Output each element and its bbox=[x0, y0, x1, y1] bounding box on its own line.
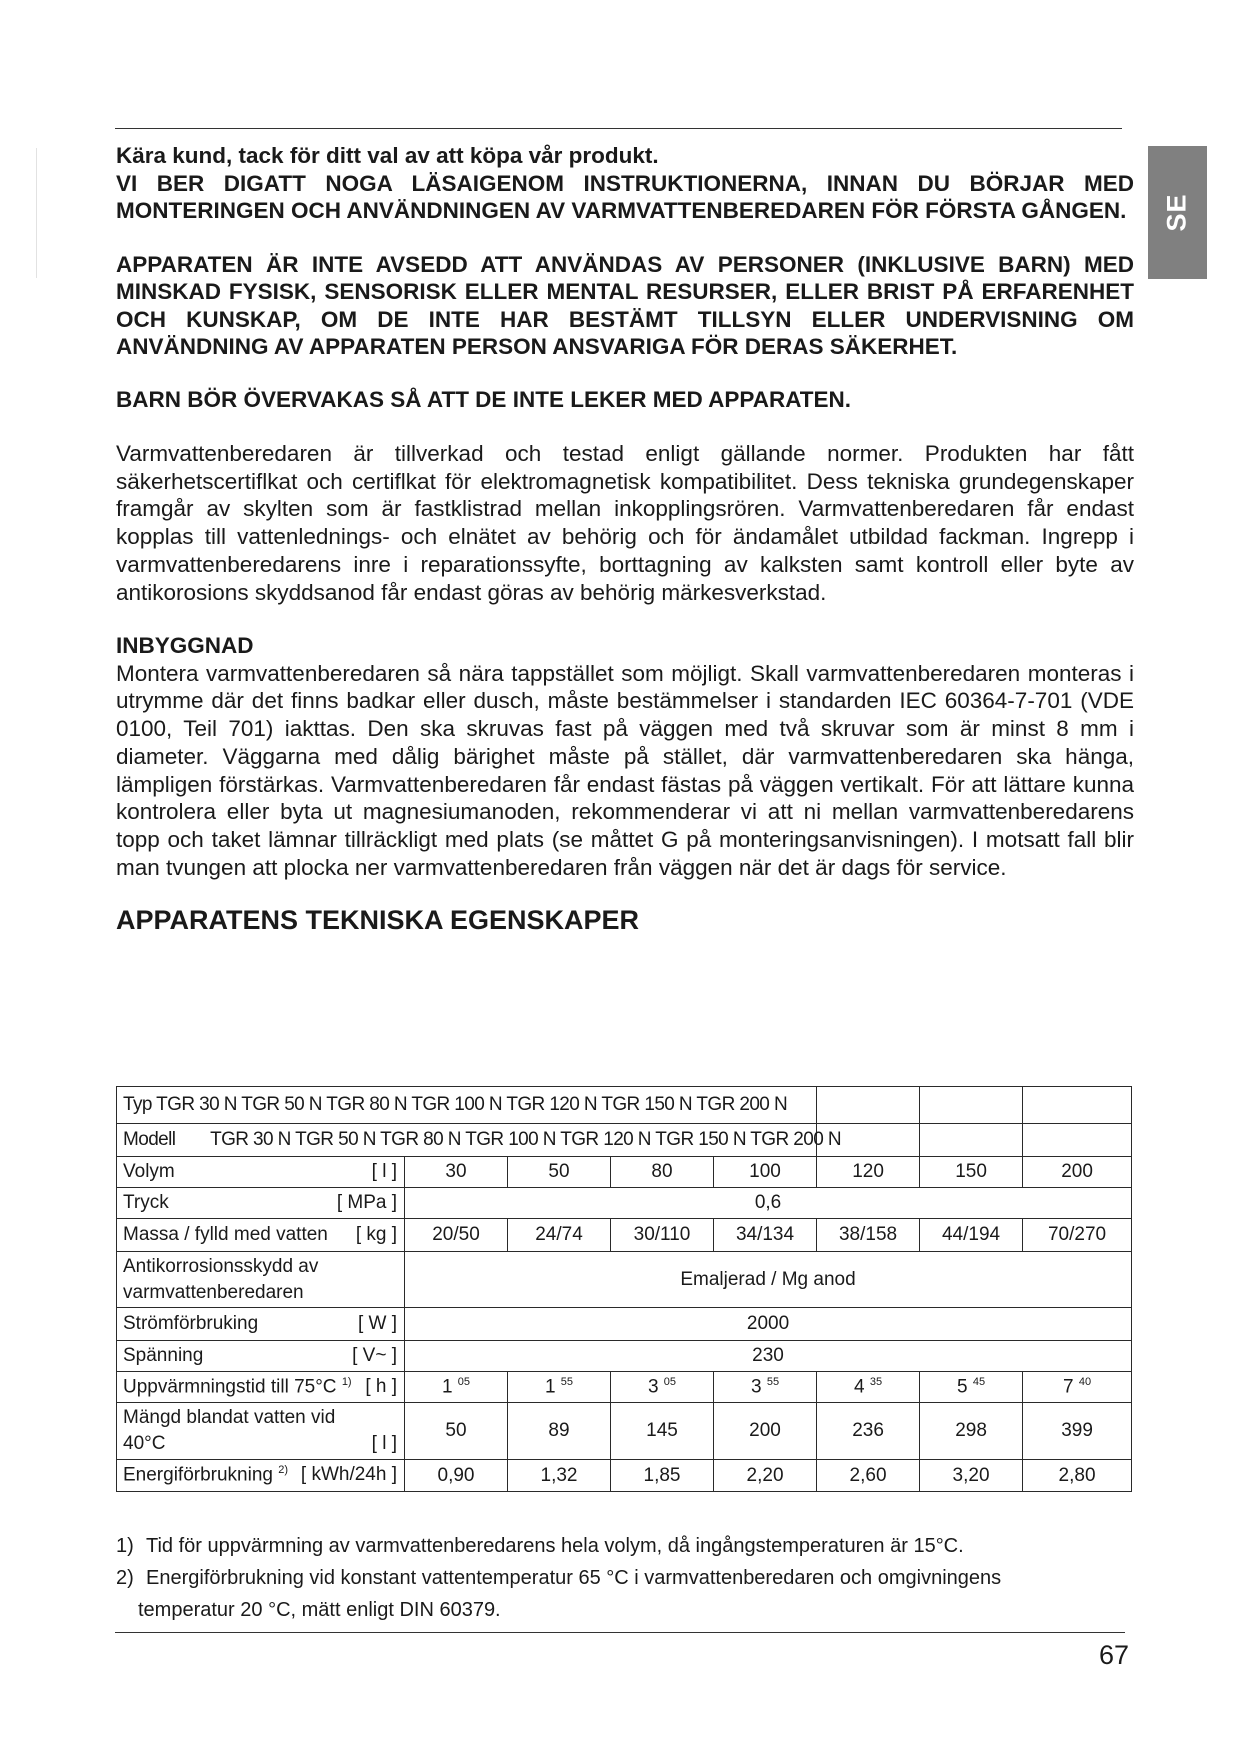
table-cell: 50 bbox=[405, 1403, 508, 1460]
table-cell: 399 bbox=[1023, 1403, 1132, 1460]
table-cell: 120 bbox=[817, 1157, 920, 1188]
table-row bbox=[117, 1403, 1132, 1460]
table-cell: 70/270 bbox=[1023, 1219, 1132, 1252]
table-cell: 24/74 bbox=[508, 1219, 611, 1252]
table-cell: 4 $^{35}$ bbox=[817, 1372, 920, 1403]
row-label: Spänning [ V~ ] bbox=[117, 1341, 405, 1372]
table-cell: 2,20 bbox=[714, 1460, 817, 1492]
table-cell: 34/134 bbox=[714, 1219, 817, 1252]
footnote-1: 1) Tid för uppvärmning av varmvattenberedarens hela volym, då ingångstemperaturen är 15°C. bbox=[116, 1535, 964, 1557]
table-cell: 200 bbox=[714, 1403, 817, 1460]
model-row-cell bbox=[117, 1124, 841, 1157]
table-cell: 30 bbox=[405, 1157, 508, 1188]
language-tab bbox=[1148, 146, 1207, 279]
install-heading: INBYGGNAD bbox=[116, 633, 254, 659]
footnote-2-continued: temperatur 20 °C, mätt enligt DIN 60379. bbox=[138, 1599, 501, 1621]
table-cell: 80 bbox=[611, 1157, 714, 1188]
children-warning: BARN BÖR ÖVERVAKAS SÅ ATT DE INTE LEKER MED APPARATEN. bbox=[116, 386, 852, 412]
table-cell: 2,60 bbox=[817, 1460, 920, 1492]
table-cell: 38/158 bbox=[817, 1219, 920, 1252]
table-cell: 0,90 bbox=[405, 1460, 508, 1492]
table-cell bbox=[920, 1124, 1023, 1157]
row-label: Massa / fylld med vatten [ kg ] bbox=[117, 1219, 405, 1252]
table-cell: 230 bbox=[405, 1341, 1132, 1372]
row-label: Antikorrosionsskydd av varmvattenberedaren bbox=[117, 1252, 405, 1308]
table-row bbox=[117, 1252, 1132, 1308]
table-cell: 3 $^{55}$ bbox=[714, 1372, 817, 1403]
table-cell: 1,85 bbox=[611, 1460, 714, 1492]
tech-heading: APPARATENS TEKNISKA EGENSKAPER bbox=[116, 905, 640, 936]
safety-warning: APPARATEN ÄR INTE AVSEDD ATT ANVÄNDAS AV PERSONER (INKLUSIVE BARN) MED MINSKAD FYSISK, SENSORISK ELLER MENTAL RESURSER, ELLER BRIST PÅ ERFARENHET OCH KUNSKAP, OM DE INTE HAR BESTÄMT TILLSYN ELLER UNDERVISNING OM ANVÄNDNING AV APPARATEN PERSON ANSVARIGA FÖR DERAS SÄKERHET. bbox=[116, 251, 1134, 359]
table-cell: 3 $^{05}$ bbox=[611, 1372, 714, 1403]
table-cell: 100 bbox=[714, 1157, 817, 1188]
table-cell: 2000 bbox=[405, 1308, 1132, 1341]
table-cell: 145 bbox=[611, 1403, 714, 1460]
install-paragraph: Montera varmvattenberedaren så nära tappstället som möjligt. Skall varmvattenberedaren monteras i utrymme där det finns badkar eller dusch, måste bestämmelser i standarden IEC 60364-7-701 (VDE 0100, Teil 701) iakttas. Den ska skruvas fast på väggen med två skruvar som är minst 8 mm i diameter. Väggarna med dålig bärighet måste på stället, där varmvattenberedaren ska hänga, lämpligen förstärkas. Varmvattenberedaren får endast fästas på väggen vertikalt. För att lättare kunna kontrolera eller byta ut magnesiumanoden, rekommenderar vi att ni mellan varmvattenberedarens topp och taket lämnar tillräckligt med plats (se måttet G på monteringsanvisningen). I motsatt fall blir man tvungen att plocka ner varmvattenberedaren från väggen när det är dags för service. bbox=[116, 660, 1134, 880]
model-label: Modell bbox=[123, 1129, 176, 1150]
row-label: Volym [ l ] bbox=[117, 1157, 405, 1188]
table-cell: 200 bbox=[1023, 1157, 1132, 1188]
greeting: Kära kund, tack för ditt val av att köpa vår produkt. bbox=[116, 143, 659, 168]
table-cell bbox=[1023, 1087, 1132, 1124]
table-cell: 1 $^{55}$ bbox=[508, 1372, 611, 1403]
row-label: Energiförbrukning $^{2)}$ [ kWh/24h ] bbox=[117, 1460, 405, 1492]
tech-spec-table bbox=[116, 1086, 1132, 1492]
manual-text bbox=[116, 142, 1134, 937]
table-cell bbox=[1023, 1124, 1132, 1157]
row-label: Tryck [ MPa ] bbox=[117, 1188, 405, 1219]
table-row bbox=[117, 1188, 1132, 1219]
language-tab-label: SE bbox=[1162, 193, 1192, 232]
footnotes bbox=[116, 1530, 1126, 1626]
model-values: TGR 30 N TGR 50 N TGR 80 N TGR 100 N TGR 120 N TGR 150 N TGR 200 N bbox=[210, 1129, 841, 1150]
table-cell: 7 $^{40}$ bbox=[1023, 1372, 1132, 1403]
table-cell: 0,6 bbox=[405, 1188, 1132, 1219]
table-cell: 30/110 bbox=[611, 1219, 714, 1252]
table-cell: 150 bbox=[920, 1157, 1023, 1188]
table-cell: 2,80 bbox=[1023, 1460, 1132, 1492]
table-cell: Emaljerad / Mg anod bbox=[405, 1252, 1132, 1308]
table-cell: 1,32 bbox=[508, 1460, 611, 1492]
margin-mark bbox=[36, 148, 37, 278]
table-cell: 44/194 bbox=[920, 1219, 1023, 1252]
general-paragraph: Varmvattenberedaren är tillverkad och testad enligt gällande normer. Produkten har fått säkerhetscertiflkat och certiflkat för elektromagnetisk kompatibilitet. Dess tekniska grundegenskaper framgår av skylten som är fastklistrad mellan inkopplingsrören. Varmvattenberedaren får endast kopplas till vattenlednings- och elnätet av behörig och för ändamålet utbildad fackman. Ingrepp i varmvattenberedarens inre i reparationssyfte, borttagning av kalksten samt kontroll eller byte av antikorosions skyddsanod får endast göras av behörig märkesverkstad. bbox=[116, 441, 1134, 605]
table-row bbox=[117, 1308, 1132, 1341]
table-cell: 1 $^{05}$ bbox=[405, 1372, 508, 1403]
type-row-cell: Typ TGR 30 N TGR 50 N TGR 80 N TGR 100 N TGR 120 N TGR 150 N TGR 200 N bbox=[117, 1087, 817, 1124]
table-cell: 298 bbox=[920, 1403, 1023, 1460]
top-rule bbox=[115, 128, 1122, 129]
row-label: Uppvärmningstid till 75°C $^{1)}$ [ h ] bbox=[117, 1372, 405, 1403]
bottom-rule bbox=[115, 1632, 1125, 1633]
table-cell: 236 bbox=[817, 1403, 920, 1460]
table-cell: 20/50 bbox=[405, 1219, 508, 1252]
page-number: 67 bbox=[1098, 1640, 1129, 1670]
footnote-2: 2) Energiförbrukning vid konstant vattentemperatur 65 °C i varmvattenberedaren och omgivningens bbox=[116, 1567, 1002, 1589]
table-cell: 89 bbox=[508, 1403, 611, 1460]
table-row bbox=[117, 1460, 1132, 1492]
table-cell: 3,20 bbox=[920, 1460, 1023, 1492]
table-cell bbox=[817, 1087, 920, 1124]
row-label: Strömförbruking [ W ] bbox=[117, 1308, 405, 1341]
table-row bbox=[117, 1087, 1132, 1124]
table-row bbox=[117, 1372, 1132, 1403]
table-cell: 5 $^{45}$ bbox=[920, 1372, 1023, 1403]
table-row bbox=[117, 1219, 1132, 1252]
table-cell: 50 bbox=[508, 1157, 611, 1188]
row-label: Mängd blandat vatten vid 40°C [ l ] bbox=[117, 1403, 405, 1460]
table-cell bbox=[920, 1087, 1023, 1124]
read-instructions-warning: VI BER DIGATT NOGA LÄSAIGENOM INSTRUKTIONERNA, INNAN DU BÖRJAR MED MONTERINGEN OCH ANVÄNDNINGEN AV VARMVATTENBEREDAREN FÖR FÖRSTA GÅNGEN. bbox=[116, 170, 1134, 223]
table-row bbox=[117, 1341, 1132, 1372]
table-row bbox=[117, 1124, 1132, 1157]
table-row bbox=[117, 1157, 1132, 1188]
